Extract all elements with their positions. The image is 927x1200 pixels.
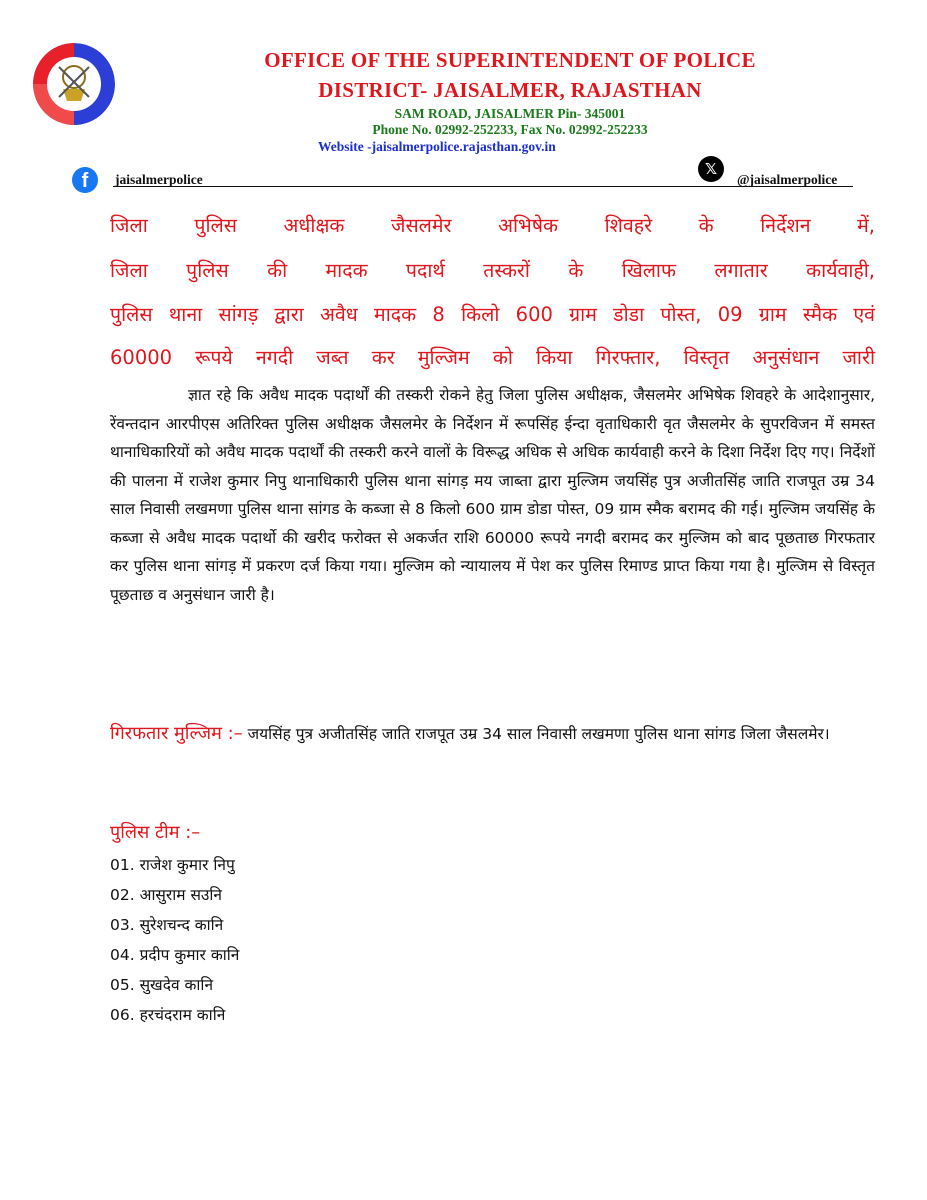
x-handle[interactable]: @jaisalmerpolice bbox=[737, 172, 838, 187]
body-paragraph: ज्ञात रहे कि अवैध मादक पदार्थों की तस्करी रोकने हेतु जिला पुलिस अधीक्षक, जैसलमेर अभिषेक शिवहरे के आदेशानुसार, रेंवन्तदान आरपीएस अतिरिक्त पुलिस अधीक्षक जैसलमेर के निर्देशन में रूपसिंह ईन्दा वृताधिकारी वृत जैसलमेर के सुपरविजन में समस्त थानाधिकारियों को अवैध मादक पदार्थों की तस्करी करने वालों के विरूद्ध अधिक से अधिक कार्यवाही करने के दिशा निर्देश दिए गए। निर्देशों की पालना में राजेश कुमार निपु थानाधिकारी पुलिस थाना सांगड़ मय जाब्ता द्वारा मुल्जिम जयसिंह पुत्र अजीतसिंह जाति राजपूत उम्र 34 साल निवासी लखमणा पुलिस थाना सांगड के कब्जा से 8 किलो 600 ग्राम डोडा पोस्त, 09 ग्राम स्मैक बरामद की गई। मुल्जिम जयसिंह के कब्जा से अवैध मादक पदार्थो की खरीद फरोक्त से अकर्जत राशि 60000 रूपये नगदी बरामद कर मुल्जिम को बाद पूछताछ गिरफतार कर पुलिस थाना सांगड़ में प्रकरण दर्ज किया गया। मुल्जिम को न्यायालय में पेश कर पुलिस रिमाण्ड प्राप्त किया गया है। मुल्जिम से विस्तृत पूछताछ व अनुसंधान जारी है। bbox=[110, 386, 875, 604]
headline-line-1: जिला पुलिस अधीक्षक जैसलमेर अभिषेक शिवहरे के निर्देशन में, bbox=[110, 214, 875, 237]
team-member: 02. आसुराम सउनि bbox=[110, 886, 223, 904]
district-title: DISTRICT- JAISALMER, RAJASTHAN bbox=[318, 78, 702, 102]
team-member: 04. प्रदीप कुमार कानि bbox=[110, 946, 240, 964]
police-team-list bbox=[110, 850, 239, 1030]
headline-line-4: 60000 रूपये नगदी जब्त कर मुल्जिम को किया गिरफ्तार, विस्तृत अनुसंधान जारी bbox=[110, 346, 875, 369]
team-member: 01. राजेश कुमार निपु bbox=[110, 856, 235, 874]
press-note-body bbox=[110, 381, 875, 609]
police-team-heading: पुलिस टीम :– bbox=[110, 822, 201, 843]
office-phone-fax: Phone No. 02992-252233, Fax No. 02992-252233 bbox=[372, 122, 648, 137]
headline-line-3: पुलिस थाना सांगड़ द्वारा अवैध मादक 8 किलो 600 ग्राम डोडा पोस्त, 09 ग्राम स्मैक एवं bbox=[110, 303, 875, 326]
rajasthan-police-logo bbox=[33, 43, 115, 125]
facebook-handle[interactable]: jaisalmerpolice bbox=[115, 172, 203, 187]
office-title: OFFICE OF THE SUPERINTENDENT OF POLICE bbox=[264, 48, 756, 72]
team-member: 03. सुरेशचन्द कानि bbox=[110, 916, 224, 934]
arrested-accused bbox=[110, 720, 875, 749]
headline-line-2: जिला पुलिस की मादक पदार्थ तस्करों के खिलाफ लगातार कार्यवाही, bbox=[110, 259, 875, 282]
arrested-details: जयसिंह पुत्र अजीतसिंह जाति राजपूत उम्र 34 साल निवासी लखमणा पुलिस थाना सांगड जिला जैसलमेर। bbox=[242, 725, 830, 743]
office-website[interactable]: Website -jaisalmerpolice.rajasthan.gov.in bbox=[318, 139, 556, 154]
team-member: 06. हरचंदराम कानि bbox=[110, 1006, 226, 1024]
office-address: SAM ROAD, JAISALMER Pin- 345001 bbox=[394, 106, 626, 121]
facebook-icon[interactable]: f bbox=[72, 167, 98, 193]
arrested-label: गिरफतार मुल्जिम :– bbox=[110, 723, 243, 744]
x-twitter-icon[interactable]: 𝕏 bbox=[698, 156, 724, 182]
team-member: 05. सुखदेव कानि bbox=[110, 976, 214, 994]
